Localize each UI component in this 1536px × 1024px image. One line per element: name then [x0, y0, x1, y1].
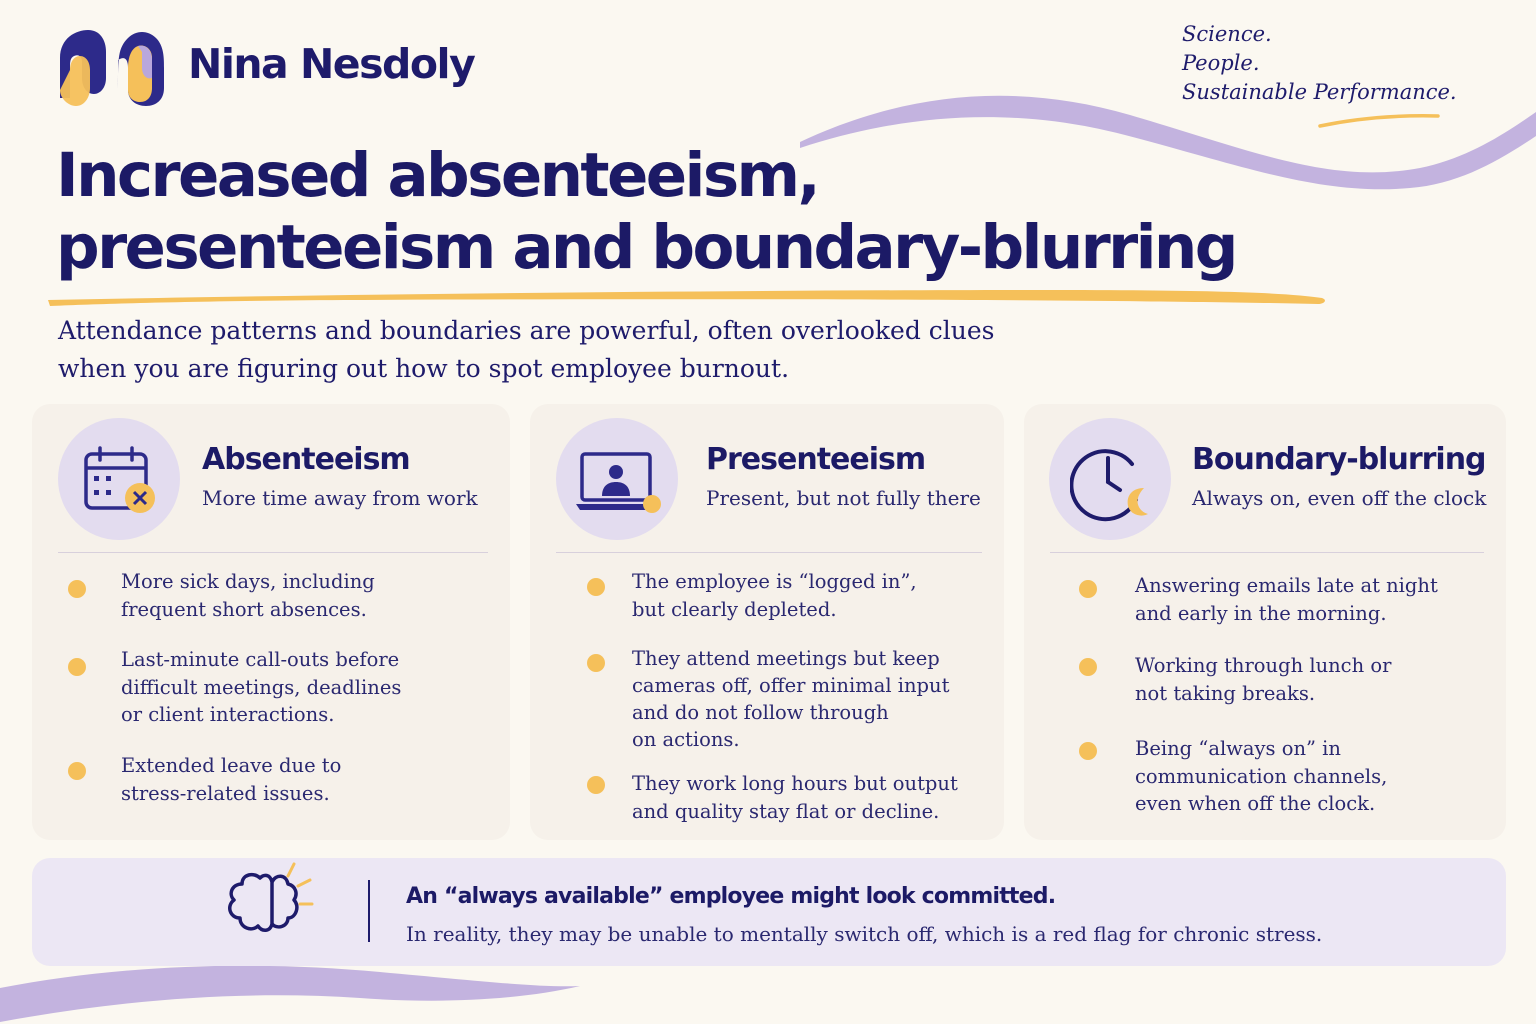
bullet-line: Working through lunch or: [1135, 654, 1392, 677]
title-underline: [44, 280, 1334, 310]
bottom-wave-decoration: [0, 960, 1536, 1024]
card-subtitle: More time away from work: [202, 486, 478, 510]
bullet-item: [632, 645, 949, 753]
bullet-line: communication channels,: [1135, 764, 1388, 788]
bullet-item: [1135, 572, 1438, 627]
card-title: Boundary-blurring: [1192, 442, 1486, 477]
bullet-line: Being “always on” in: [1135, 737, 1341, 760]
page-title-line: Increased absenteeism,: [56, 140, 819, 211]
callout-body: In reality, they may be unable to mentally switch off, which is a red flag for chronic stress.: [406, 922, 1323, 946]
bullet-item: [632, 770, 958, 825]
bullet-item: [121, 752, 341, 807]
bullet-dot: [587, 776, 605, 794]
brand-logo-icon: [56, 28, 166, 108]
page-subtitle: [58, 312, 1158, 388]
page-title: [56, 140, 1356, 284]
card-divider: [1050, 552, 1484, 553]
bullet-line: They attend meetings but keep: [632, 647, 940, 670]
clock-moon-icon: [1070, 440, 1154, 524]
bullet-item: [121, 646, 401, 729]
tagline-line: Science.: [1182, 22, 1272, 46]
bullet-dot: [68, 762, 86, 780]
bullet-line: The employee is “logged in”,: [632, 570, 917, 593]
bullet-item: [121, 568, 375, 623]
bullet-line: even when off the clock.: [1135, 792, 1376, 815]
bullet-line: and quality stay flat or decline.: [632, 799, 940, 823]
card-divider: [556, 552, 982, 553]
bullet-line: difficult meetings, deadlines: [121, 675, 402, 699]
tagline-line: People.: [1182, 51, 1260, 75]
bullet-line: on actions.: [632, 728, 740, 751]
tagline: [1182, 20, 1457, 107]
bullet-line: frequent short absences.: [121, 597, 367, 621]
brain-icon: [220, 860, 320, 944]
bullet-line: Answering emails late at night: [1135, 574, 1438, 597]
subtitle-line: when you are figuring out how to spot employee burnout.: [58, 354, 790, 383]
brand-name: Nina Nesdoly: [188, 40, 475, 88]
callout-divider: [368, 880, 370, 942]
card-title: Absenteeism: [202, 442, 410, 477]
bullet-dot: [1079, 742, 1097, 760]
bullet-dot: [587, 578, 605, 596]
tagline-underline: [1318, 110, 1442, 130]
card-subtitle: Always on, even off the clock: [1192, 486, 1487, 510]
bullet-line: cameras off, offer minimal input: [632, 674, 950, 697]
bullet-dot: [1079, 658, 1097, 676]
bullet-item: [1135, 652, 1391, 707]
tagline-line: Sustainable Performance.: [1182, 80, 1457, 104]
bullet-item: [632, 568, 917, 623]
calendar-x-icon: [82, 444, 158, 516]
bullet-item: [1135, 735, 1387, 818]
bullet-line: They work long hours but output: [632, 772, 958, 795]
bullet-line: and early in the morning.: [1135, 601, 1387, 625]
bullet-dot: [68, 658, 86, 676]
bullet-line: Extended leave due to: [121, 754, 342, 777]
subtitle-line: Attendance patterns and boundaries are powerful, often overlooked clues: [58, 316, 995, 345]
card-title: Presenteeism: [706, 442, 926, 477]
bullet-line: but clearly depleted.: [632, 597, 837, 621]
bullet-dot: [68, 580, 86, 598]
bullet-line: More sick days, including: [121, 570, 375, 593]
bullet-dot: [587, 654, 605, 672]
card-divider: [58, 552, 488, 553]
bullet-line: or client interactions.: [121, 703, 335, 726]
bullet-line: stress-related issues.: [121, 781, 330, 805]
callout-heading: An “always available” employee might look committed.: [406, 884, 1056, 909]
bullet-line: and do not follow through: [632, 701, 889, 724]
laptop-person-icon: [574, 448, 666, 518]
card-subtitle: Present, but not fully there: [706, 486, 981, 510]
bullet-dot: [1079, 580, 1097, 598]
bullet-line: not taking breaks.: [1135, 681, 1316, 705]
bullet-line: Last-minute call-outs before: [121, 648, 400, 671]
page-title-line: presenteeism and boundary-blurring: [56, 212, 1236, 283]
